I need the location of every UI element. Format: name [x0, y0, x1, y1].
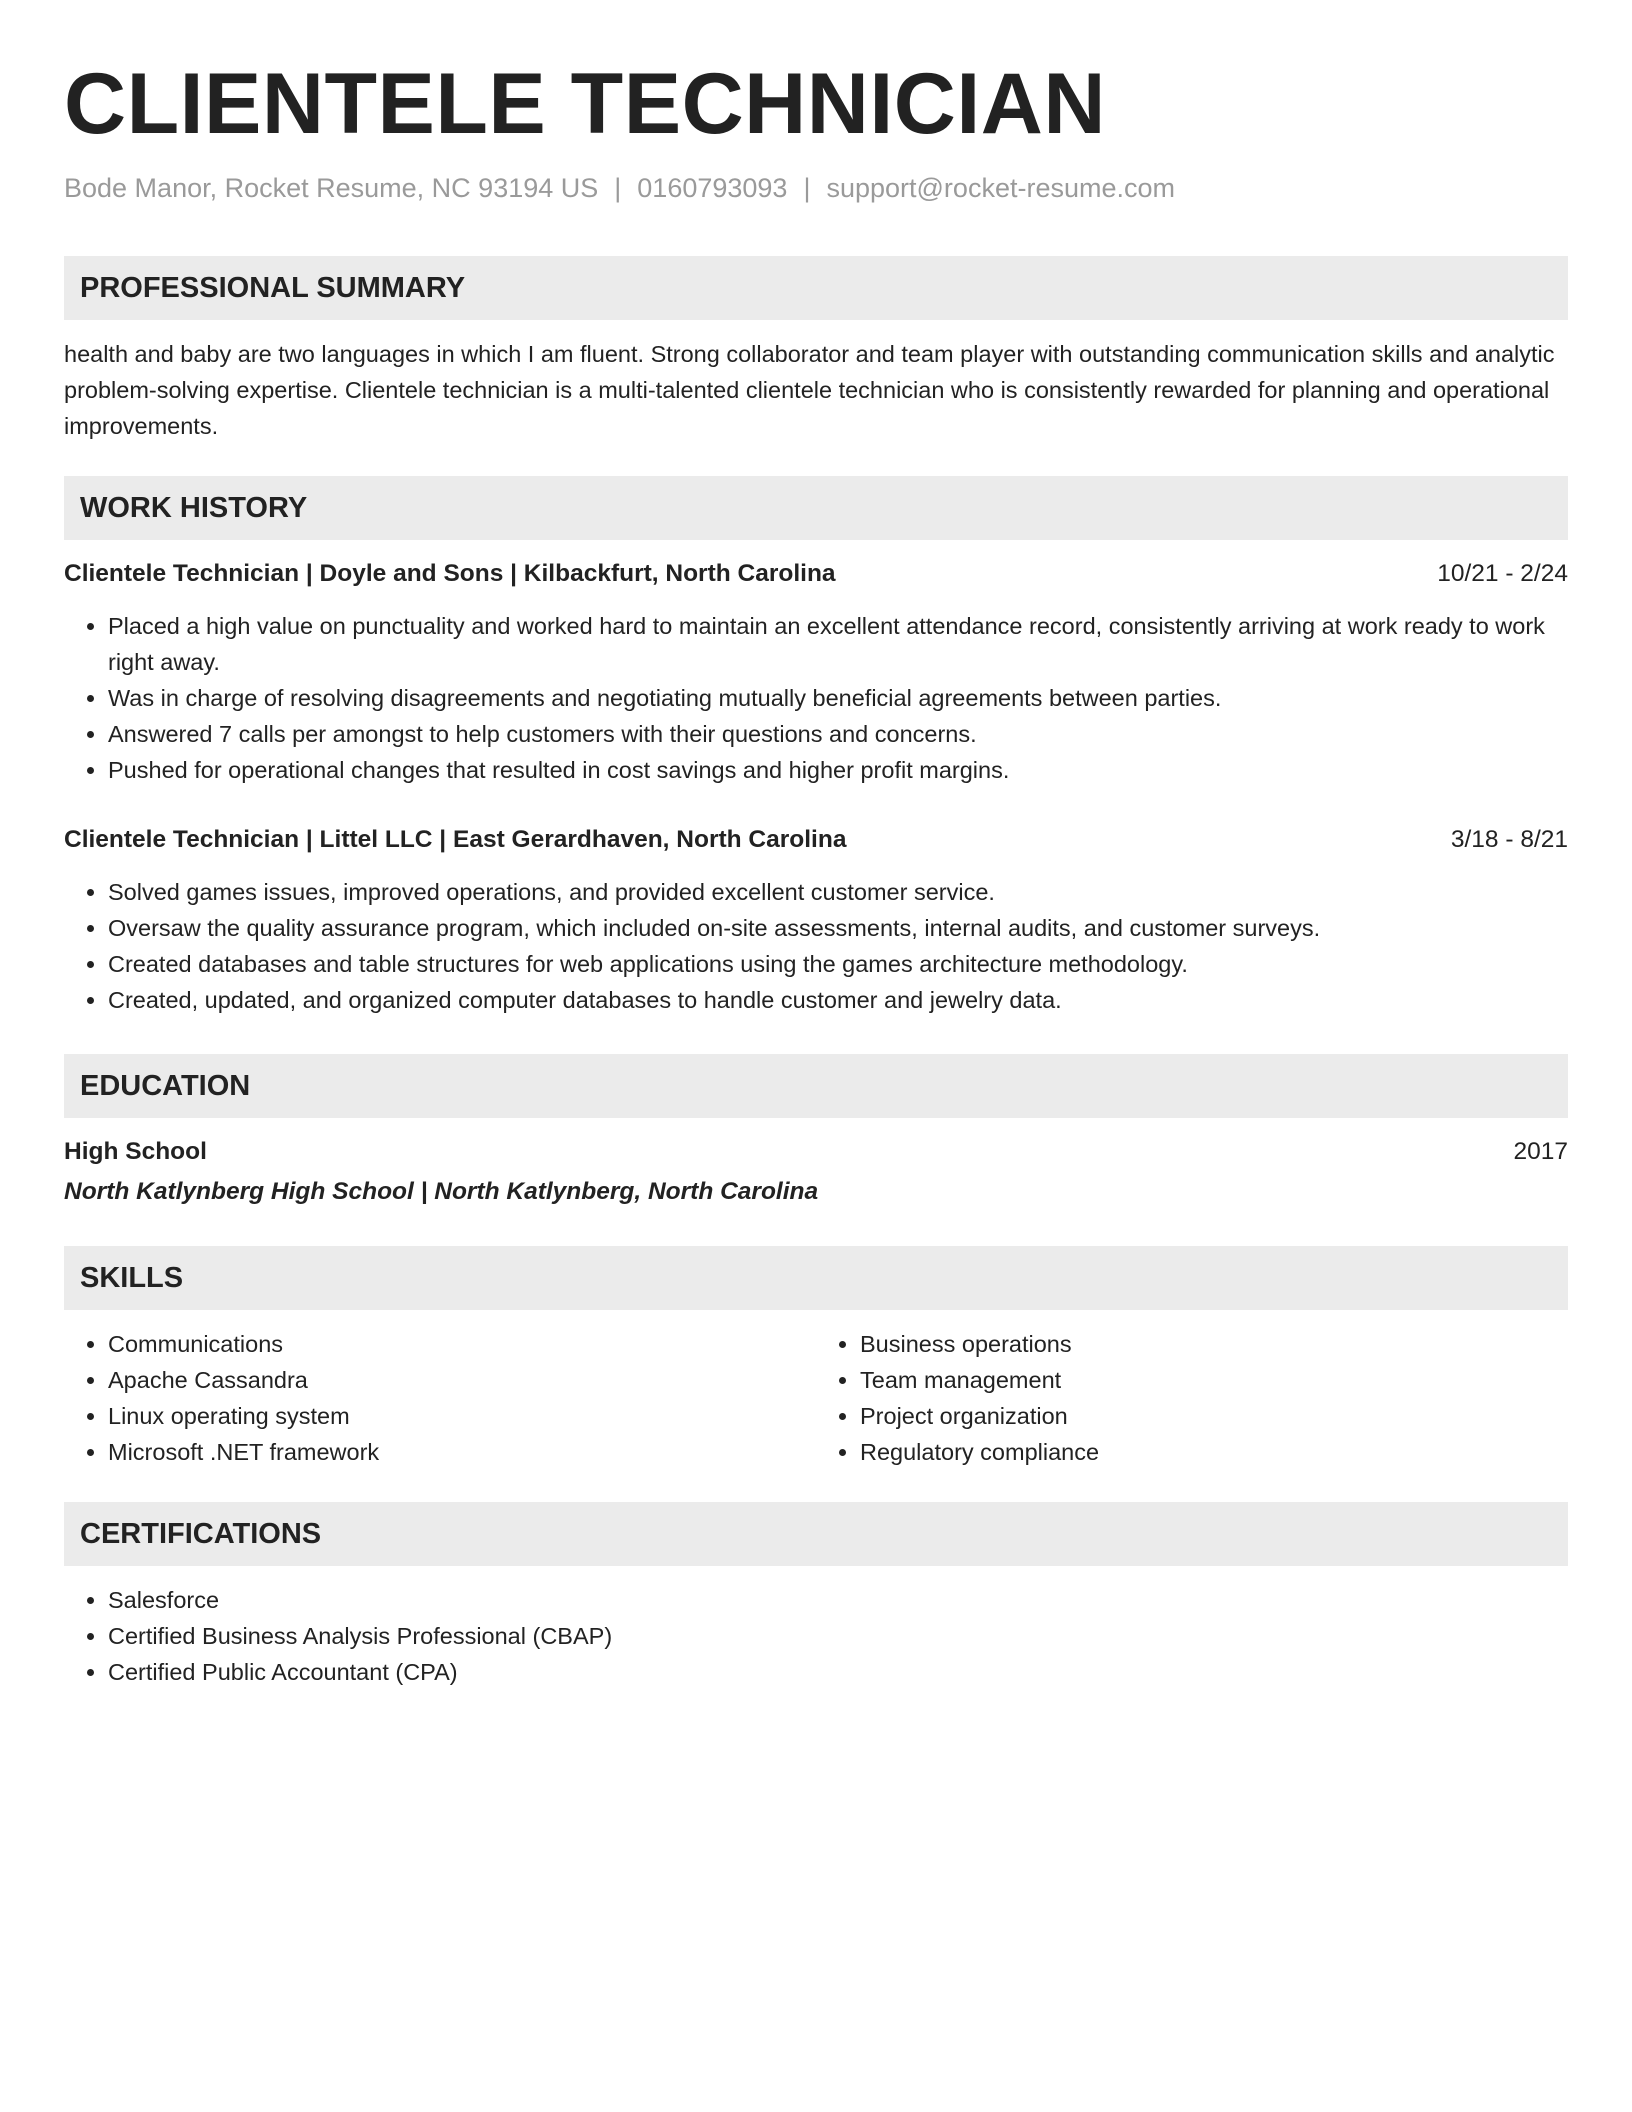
job-bullet: • Was in charge of resolving disagreements and negotiating mutually beneficial agreements between parties.	[108, 680, 1568, 716]
job-bullet: • Created, updated, and organized computer databases to handle customer and jewelry data.	[108, 982, 1568, 1018]
skill-item: • Linux operating system	[108, 1398, 816, 1434]
job-bullet: • Oversaw the quality assurance program, which included on-site assessments, internal audits, and customer surveys.	[108, 910, 1568, 946]
section-header-work-history: WORK HISTORY	[64, 476, 1568, 540]
skills-grid	[64, 1326, 1568, 1470]
education-school: North Katlynberg High School | North Katlynberg, North Carolina	[64, 1178, 819, 1205]
certifications-list	[64, 1582, 1568, 1690]
job-bullet: • Placed a high value on punctuality and worked hard to maintain an excellent attendance record, consistently arriving at work ready to work right away.	[108, 608, 1568, 680]
job-bullets	[64, 874, 1568, 1018]
summary-text: health and baby are two languages in which I am fluent. Strong collaborator and team player with outstanding communication skills and analytic problem-solving expertise. Clientele technician is a multi-talented clientele technician who is consistently rewarded for planning and operational improvements.	[64, 341, 1555, 439]
candidate-name: CLIENTELE TECHNICIAN	[64, 56, 1106, 152]
section-header-skills: SKILLS	[64, 1246, 1568, 1310]
section-header-education: EDUCATION	[64, 1054, 1568, 1118]
contact-separator: |	[803, 173, 811, 203]
certification-item: • Certified Public Accountant (CPA)	[108, 1654, 1568, 1690]
education-degree: High School	[64, 1138, 207, 1165]
contact-separator: |	[614, 173, 622, 203]
job-entry-header	[64, 822, 1568, 858]
certification-item: • Salesforce	[108, 1582, 1568, 1618]
job-dates: 3/18 - 8/21	[1450, 826, 1568, 853]
skill-item: • Business operations	[860, 1326, 1568, 1362]
skill-item: • Apache Cassandra	[108, 1362, 816, 1398]
education-year: 2017	[1513, 1138, 1568, 1165]
skill-item: • Communications	[108, 1326, 816, 1362]
skill-item: • Project organization	[860, 1398, 1568, 1434]
contact-email: support@rocket-resume.com	[826, 173, 1175, 203]
job-bullet: • Answered 7 calls per amongst to help customers with their questions and concerns.	[108, 716, 1568, 752]
section-header-certifications: CERTIFICATIONS	[64, 1502, 1568, 1566]
job-entry-header	[64, 556, 1568, 592]
job-dates: 10/21 - 2/24	[1437, 560, 1568, 587]
skill-item: • Team management	[860, 1362, 1568, 1398]
education-entry-header	[64, 1134, 1568, 1170]
job-title: Clientele Technician | Doyle and Sons | Kilbackfurt, North Carolina	[64, 560, 836, 587]
job-bullet: • Created databases and table structures for web applications using the games architecture methodology.	[108, 946, 1568, 982]
skills-column-left	[64, 1326, 816, 1470]
skill-item: • Regulatory compliance	[860, 1434, 1568, 1470]
contact-address: Bode Manor, Rocket Resume, NC 93194 US	[64, 173, 599, 203]
job-bullets	[64, 608, 1568, 788]
job-bullet: • Solved games issues, improved operations, and provided excellent customer service.	[108, 874, 1568, 910]
skills-column-right	[816, 1326, 1568, 1470]
certification-item: • Certified Business Analysis Professional (CBAP)	[108, 1618, 1568, 1654]
skill-item: • Microsoft .NET framework	[108, 1434, 816, 1470]
contact-phone: 0160793093	[637, 173, 788, 203]
job-title: Clientele Technician | Littel LLC | East Gerardhaven, North Carolina	[64, 826, 847, 853]
contact-line	[64, 170, 1568, 206]
section-header-summary: PROFESSIONAL SUMMARY	[64, 256, 1568, 320]
job-bullet: • Pushed for operational changes that resulted in cost savings and higher profit margins.	[108, 752, 1568, 788]
